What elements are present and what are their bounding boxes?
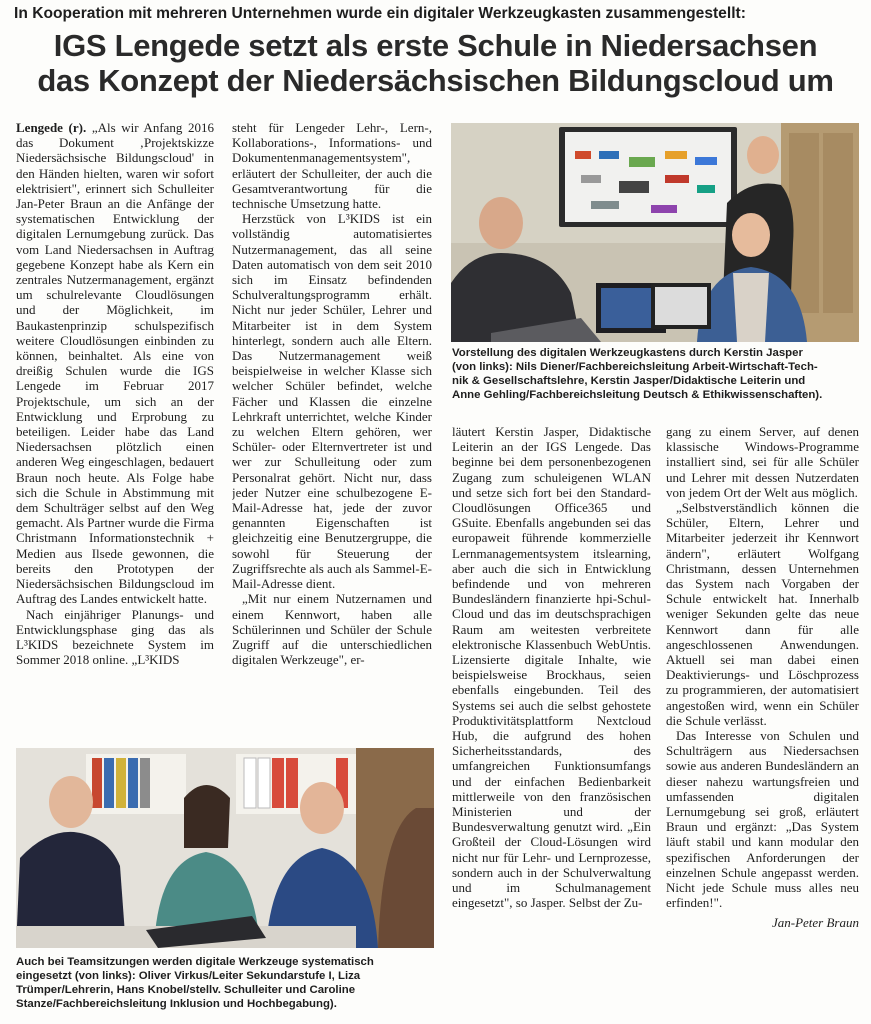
author-signature: Jan-Peter Braun: [771, 914, 859, 930]
photo-team-meeting: [16, 748, 434, 948]
paragraph: [16, 120, 214, 607]
paragraph: „Mit nur einem Nutzernamen und einem Kennwort, haben alle Schülerinnen und Schüler der Schule Zugriff auf die unterschiedlichen digitalen Werkzeuge", er-: [232, 591, 432, 668]
article-column-2: [232, 120, 432, 750]
article-column-3: [452, 424, 651, 980]
headline-line-1: IGS Lengede setzt als erste Schule in Niedersachsen: [53, 28, 818, 63]
paragraph: Nach einjähriger Planungs- und Entwicklungsphase ging das als L³KIDS bezeichnete System im Sommer 2018 online. „L³KIDS: [16, 606, 214, 668]
headline: [0, 28, 871, 98]
caption-line: Trümper/Lehrerin, Hans Knobel/stellv. Schulleiter und Caroline: [16, 984, 356, 996]
photo-team-meeting-caption: [16, 955, 444, 1011]
paragraph: läutert Kerstin Jasper, Didaktische Leiterin an der IGS Lengede. Das beginne bei dem personenbezogenen Zugang zum schuleigenen WLAN und setze sich fort bei den Standard-Cloudlösungen Office365 und GSuite. Ebenfalls angebunden sei das europaweit führende kommerzielle Lernmanagementsystem itslearning, aber auch die sich in Entwicklung befindende und von mehreren Bundesländern finanzierte hpi-Schul-Cloud und das im deutschsprachigen Raum am weitesten verbreitete elektronische Klassenbuch WebUntis. Lizensierte digitale Inhalte, wie beispielsweise Brockhaus, seien ebenfalls eingebunden. Teil des Systems sei auch die selbst gehostete Produktivitätsplattform Nextcloud Hub, die aufgrund des hohen Sicherheitsstandards, des umfangreichen Funktionsumfangs und der einfachen Bedienbarkeit mittlerweile von den französischen Ministerien und der Bundesverwaltung genutzt wird. „Ein Großteil der Cloud-Lösungen wird nicht nur für Lehr- und Lernprozesse, sondern auch in der Schulverwaltung und im Schulmanagement eingesetzt", so Jasper. Selbst der Zu-: [452, 424, 651, 911]
caption-line: eingesetzt (von links): Oliver Virkus/Leiter Sekundarstufe I, Liza: [16, 970, 361, 982]
kicker-line: In Kooperation mit mehreren Unternehmen wurde ein digitaler Werkzeugkasten zusammengestellt:: [14, 5, 746, 22]
caption-line: Anne Gehling/Fachbereichsleitung Deutsch & Ethikwissenschaften).: [452, 389, 823, 401]
dateline: Lengede (r).: [16, 120, 87, 135]
caption-line: Vorstellung des digitalen Werkzeugkastens durch Kerstin Jasper: [452, 347, 803, 359]
photo-presentation: [451, 123, 859, 342]
caption-line: Auch bei Teamsitzungen werden digitale Werkzeuge systematisch: [16, 956, 374, 968]
headline-line-2: das Konzept der Niedersächsischen Bildungscloud um: [37, 63, 834, 98]
paragraph: „Selbstverständlich können die Schüler, Eltern, Lehrer und Mitarbeiter jederzeit ihr Kennwort ändern", erläutert Wolfgang Christmann, dessen Unternehmen das System nach Vorgaben der Schule entwickelt hat. Innerhalb weniger Sekunden gelte das neue Kennwort dann für alle angeschlossenen Anwendungen. Aktuell sei man dabei einen Deaktivierungs- und Löschprozess zu programmieren, der automatisiert angestoßen wird, wenn ein Schüler die Schule verlässt.: [666, 500, 859, 728]
caption-line: Stanze/Fachbereichsleitung Inklusion und Hochbegabung).: [16, 998, 337, 1010]
paragraph: gang zu einem Server, auf denen klassische Windows-Programme installiert sind, sei für alle Schüler und Lehrer mit dessen Nutzerdaten von jedem Ort der Welt aus möglich.: [666, 424, 859, 500]
article-column-1: [16, 120, 214, 750]
paragraph: Herzstück von L³KIDS ist ein vollständig automatisiertes Nutzermanagement, das all seine Daten automatisch von dem seit 2010 sich im Einsatz befindenden Schulveraltungsprogramm erhält. Nicht nur jeder Schüler, Lehrer und Mitarbeiter ist in dem System hinterlegt, sondern auch alle Eltern. Das Nutzermanagement weiß beispielweise in welcher Klasse sich welcher Schüler befindet, welche Fächer und Klassen die einzelne Lehrkraft unterrichtet, welche Kinder zu welchen Eltern gehören, wer Schüler- oder Elternvertreter ist und wer zur Schulleitung oder zum Personalrat gehört. Nicht nur, dass jeder Nutzer eine schulbezogene E-Mail-Adresse hat, jede der zuvor genannten Eigenschaften ist gleichzeitig eine Benutzergruppe, die sowohl für Steuerung der Zugriffsrechte als auch als Sammel-E-Mail-Adresse dient.: [232, 211, 432, 592]
paragraph: Das Interesse von Schulen und Schulträgern aus Niedersachsen sowie aus anderen Bundesländern an dieser nahezu wartungsfreien und umfassenden digitalen Lernumgebung sei groß, erläutert Braun und ergänzt: „Das System läuft stabil und kann modular den spezifischen Anforderungen der einzelnen Schule angepasst werden. Nicht jede Schule muss alles neu erfinden!".: [666, 728, 859, 911]
photo-team-meeting-image: [16, 748, 434, 948]
photo-presentation-image: [451, 123, 859, 342]
photo-presentation-caption: [452, 346, 862, 402]
caption-line: (von links): Nils Diener/Fachbereichsleitung Arbeit-Wirtschaft-Tech-: [452, 361, 818, 373]
article-column-4: [666, 424, 859, 980]
caption-line: nik & Gesellschaftslehre, Kerstin Jasper/Didaktische Leiterin und: [452, 375, 806, 387]
paragraph-text: „Als wir Anfang 2016 das Dokument ‚Projektskizze Niedersächsische Bildungscloud' in den Händen hielten, waren wir sofort elektrisiert", erinnert sich Schulleiter Jan-Peter Braun an die Anfänge der systematischen Entwicklung der digitalen Lernumgebung zurück. Das vom Land Niedersachsen in Auftrag gegebene Konzept habe als Kern ein zentrales Nutzermanagement, ergänzt um schulrelevante Cloudlösungen und der Möglichkeit, im Baukastenprinzip schulspezifisch weitere Cloudlösungen einbinden zu können, beinhaltet. Als eine von dreißig Schulen wurde die IGS Lengede im Februar 2017 Projektschule, um sich an der Entwicklung und Erprobung zu beteiligen. Leider habe das Land Niedersachsen plötzlich einen anderen Weg eingeschlagen, bedauert Braun noch heute. Als Folge habe sich die Schule in Abstimmung mit dem Schulträger selbst auf den Weg gemacht. Als Partner wurde die Firma Christmann Informationstechnik + Medien aus Ilsede gewonnen, die bereits den Prototypen der Niedersächsischen Bildungscloud im Auftrag des Landes entwickelt hatte.: [16, 120, 214, 607]
paragraph: steht für Lengeder Lehr-, Lern-, Kollaborations-, Informations- und Dokumentenmanagementsystem", erläutert der Schulleiter, der auch die Gesamtverantwortung für die technische Umsetzung hatte.: [232, 120, 432, 212]
